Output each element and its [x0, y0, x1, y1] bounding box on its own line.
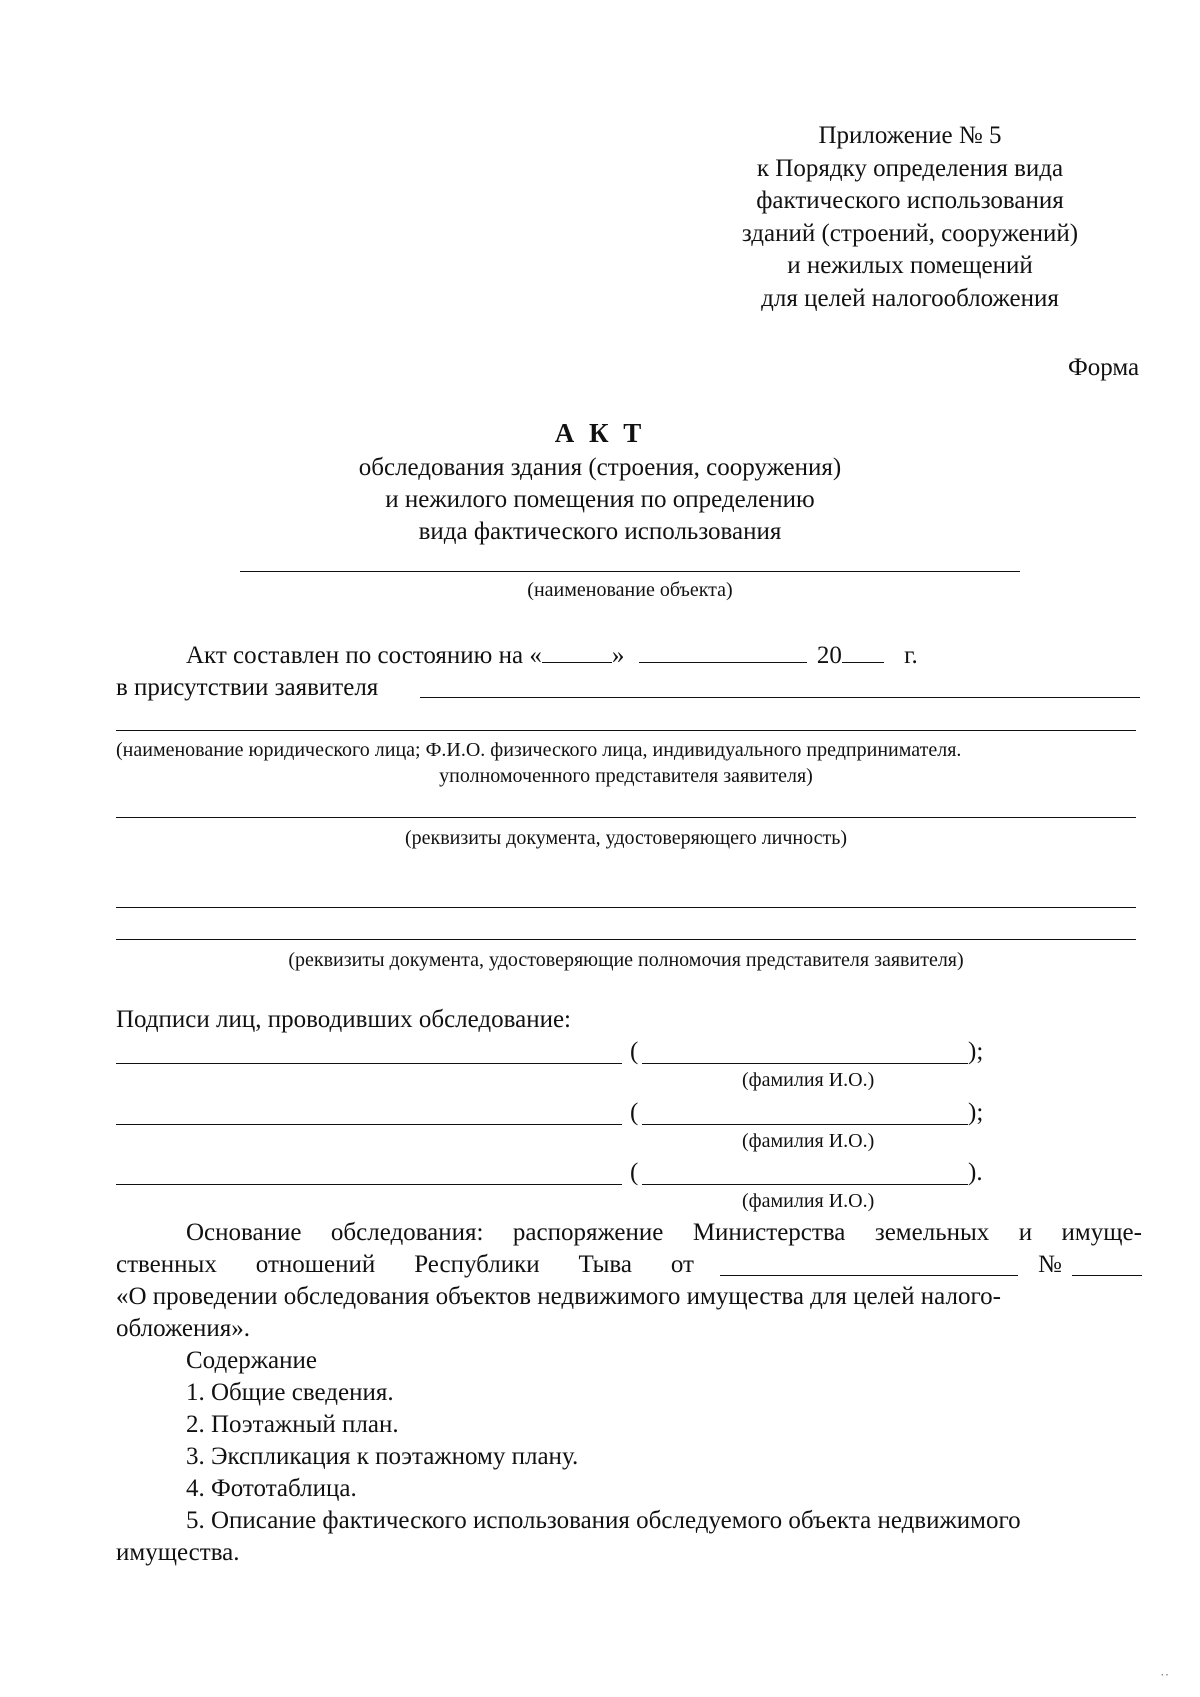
- year-prefix: 20: [816, 642, 842, 669]
- basis-word: ственных: [116, 1251, 217, 1278]
- annex-line: для целей налогообложения: [761, 284, 1059, 312]
- contents-item-continuation: имущества.: [116, 1539, 240, 1566]
- signature-field[interactable]: [116, 1063, 622, 1064]
- basis-word: Министерства: [692, 1219, 846, 1246]
- basis-word: отношений: [255, 1251, 376, 1278]
- date-prefix: Акт составлен по состоянию на «: [186, 642, 542, 669]
- signature-open-paren: (: [630, 1159, 639, 1186]
- contents-heading: Содержание: [186, 1347, 317, 1374]
- annex-line: к Порядку определения вида: [756, 154, 1064, 182]
- signatures-heading: Подписи лиц, проводивших обследование:: [116, 1006, 571, 1033]
- basis-line-3: «О проведении обследования объектов недвижимого имущества для целей налого-: [116, 1283, 1001, 1310]
- surname-field[interactable]: [642, 1124, 968, 1125]
- applicant-caption: уполномоченного представителя заявителя): [439, 765, 813, 787]
- signature-close-paren: );: [968, 1099, 984, 1126]
- basis-word: Основание: [186, 1219, 302, 1246]
- signature-field[interactable]: [116, 1124, 622, 1125]
- order-number-field[interactable]: [1072, 1253, 1142, 1276]
- day-field[interactable]: [542, 640, 612, 663]
- authority-document-field-2[interactable]: [116, 939, 1136, 940]
- presence-label: в присутствии заявителя: [116, 674, 379, 701]
- order-date-field[interactable]: [720, 1253, 1018, 1276]
- signature-open-paren: (: [630, 1099, 639, 1126]
- year-suffix: г.: [904, 642, 918, 669]
- document-title: А К Т: [554, 418, 646, 448]
- basis-word: Тыва: [578, 1251, 632, 1278]
- year-field[interactable]: [842, 640, 884, 663]
- signature-close-paren: ).: [968, 1159, 983, 1186]
- basis-word: земельных: [874, 1219, 990, 1246]
- id-document-field[interactable]: [116, 817, 1136, 818]
- basis-line-1: [186, 1217, 1142, 1249]
- basis-word: имуще-: [1061, 1219, 1142, 1246]
- id-document-caption: (реквизиты документа, удостоверяющего личность): [404, 827, 848, 849]
- contents-item: 2. Поэтажный план.: [186, 1411, 399, 1438]
- title-line: и нежилого помещения по определению: [385, 486, 815, 513]
- contents-item: 5. Описание фактического использования обследуемого объекта недвижимого: [186, 1507, 1021, 1534]
- annex-line: зданий (строений, сооружений): [741, 219, 1079, 247]
- annex-line: Приложение № 5: [818, 122, 1002, 149]
- contents-item: 4. Фототаблица.: [186, 1475, 357, 1502]
- signature-open-paren: (: [630, 1038, 639, 1065]
- surname-caption: (фамилия И.О.): [742, 1130, 875, 1152]
- applicant-field-2[interactable]: [116, 730, 1136, 731]
- title-line: обследования здания (строения, сооружения): [358, 454, 842, 481]
- basis-word: и: [1018, 1219, 1033, 1246]
- object-name-caption: (наименование объекта): [527, 579, 733, 601]
- authority-document-field[interactable]: [116, 907, 1136, 908]
- contents-item: 3. Экспликация к поэтажному плану.: [186, 1443, 579, 1470]
- surname-field[interactable]: [642, 1063, 968, 1064]
- basis-word: распоряжение: [512, 1219, 664, 1246]
- applicant-field[interactable]: [420, 697, 1140, 698]
- surname-caption: (фамилия И.О.): [742, 1069, 875, 1091]
- basis-word: Республики: [414, 1251, 540, 1278]
- basis-word: от: [670, 1251, 694, 1278]
- date-quote-close: »: [611, 642, 625, 669]
- authority-document-caption: (реквизиты документа, удостоверяющие полномочия представителя заявителя): [288, 949, 964, 971]
- signature-close-paren: );: [968, 1038, 984, 1065]
- annex-line: фактического использования: [756, 187, 1064, 214]
- surname-field[interactable]: [642, 1184, 968, 1185]
- signature-field[interactable]: [116, 1184, 622, 1185]
- number-sign: №: [1038, 1251, 1062, 1278]
- surname-caption: (фамилия И.О.): [742, 1190, 875, 1212]
- title-line: вида фактического использования: [418, 518, 782, 545]
- object-name-field[interactable]: [240, 571, 1020, 572]
- month-field[interactable]: [639, 640, 807, 663]
- contents-item: 1. Общие сведения.: [186, 1379, 394, 1406]
- form-label: Форма: [1068, 354, 1140, 381]
- basis-line-4: обложения».: [116, 1315, 250, 1342]
- applicant-caption: (наименование юридического лица; Ф.И.О. физического лица, индивидуального предпринимателя.: [116, 739, 962, 761]
- basis-word: обследования:: [330, 1219, 484, 1246]
- scan-mark: ˙˙: [1160, 1672, 1170, 1687]
- annex-line: и нежилых помещений: [787, 252, 1033, 279]
- annex-header: [700, 120, 1120, 315]
- date-line: [186, 640, 918, 672]
